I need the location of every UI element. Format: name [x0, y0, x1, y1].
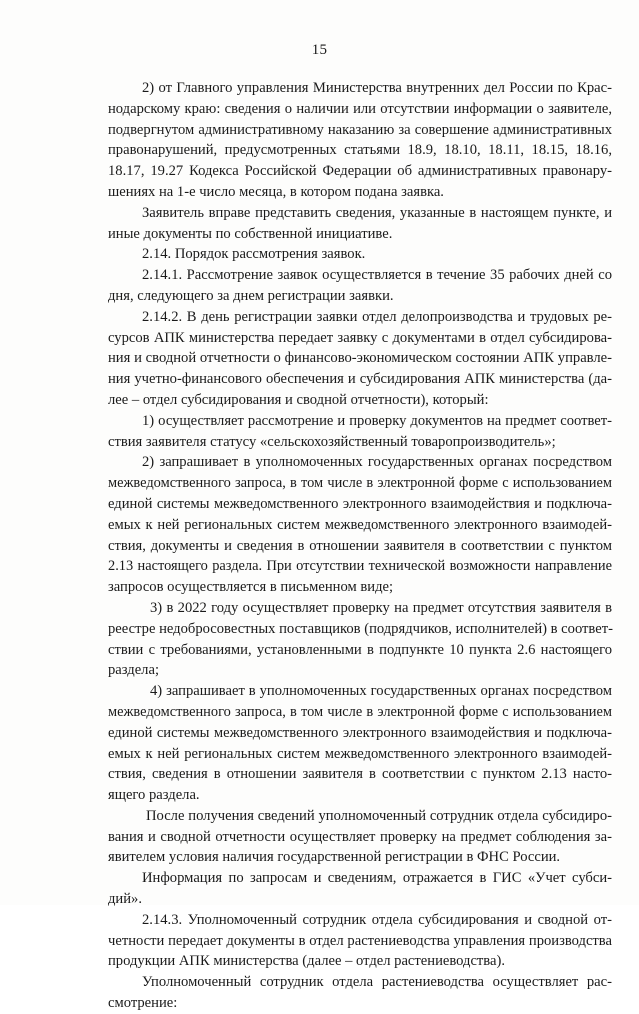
document-body	[108, 78, 612, 1014]
text-line: иные документы по собственной инициативе.	[108, 225, 393, 242]
page-number: 15	[311, 42, 328, 58]
text-line: межведомственного запроса, в том числе в электронной форме с использованием	[108, 475, 612, 492]
text-line: ствия, сведения в отношении заявителя в соответствии с пунктом 2.13 насто-	[108, 766, 612, 783]
text-line: правонарушений, предусмотренных статьями 18.9, 18.10, 18.11, 18.15, 18.16,	[108, 142, 612, 159]
text-line: запросов осуществляется в письменном виде;	[108, 579, 394, 596]
text-line: межведомственного запроса, в том числе в электронной форме с использованием	[108, 703, 612, 720]
text-line: 4) запрашивает в уполномоченных государственных органах посредством	[150, 683, 612, 700]
text-line: подвергнутом административному наказанию за совершение административных	[108, 121, 612, 138]
text-line: лее – отдел субсидирования и сводной отчетности), который:	[108, 391, 489, 408]
text-line: Уполномоченный сотрудник отдела растениеводства осуществляет рас-	[142, 974, 612, 991]
text-line: раздела;	[108, 662, 159, 679]
text-line: четности передает документы в отдел растениеводства управления производства	[108, 932, 612, 949]
text-line: ящего раздела.	[108, 787, 200, 804]
text-line: После получения сведений уполномоченный сотрудник отдела субсидиро-	[146, 807, 612, 824]
text-line: ствия, документы и сведения в отношении заявителя в соответствии с пунктом	[108, 537, 612, 554]
text-line: дий».	[108, 891, 142, 908]
text-line: вания и сводной отчетности осуществляет проверку на предмет соблюдения за-	[108, 828, 612, 845]
text-line: 18.17, 19.27 Кодекса Российской Федерации об административных правонару-	[108, 163, 612, 180]
text-line: ния и сводной отчетности о финансово-экономическом состоянии АПК управле-	[108, 350, 612, 367]
text-line: ствии с требованиями, установленными в подпункте 10 пункта 2.6 настоящего	[108, 641, 612, 658]
text-line: емых к ней региональных систем межведомственного электронного взаимодей-	[108, 516, 612, 533]
text-line: Заявитель вправе представить сведения, указанные в настоящем пункте, и	[142, 204, 612, 221]
text-line: 2) от Главного управления Министерства внутренних дел России по Крас-	[142, 80, 612, 96]
text-line: реестре недобросовестных поставщиков (подрядчиков, исполнителей) в соответ-	[108, 620, 613, 637]
text-line: единой системы межведомственного электронного взаимодействия и подключа-	[108, 724, 612, 741]
text-line: 2) запрашивает в уполномоченных государственных органах посредством	[142, 454, 612, 471]
text-line: 2.14. Порядок рассмотрения заявок.	[142, 246, 366, 263]
text-line: 2.14.2. В день регистрации заявки отдел делопроизводства и трудовых ре-	[142, 308, 612, 325]
text-line: единой системы межведомственного электронного взаимодействия и подключа-	[108, 495, 612, 512]
text-line: 2.14.1. Рассмотрение заявок осуществляется в течение 35 рабочих дней со	[142, 267, 612, 284]
text-line: смотрение:	[108, 995, 178, 1012]
text-line: 2.14.3. Уполномоченный сотрудник отдела субсидирования и сводной от-	[142, 911, 612, 928]
text-line: ния учетно-финансового обеспечения и субсидирования АПК министерства (да-	[108, 371, 612, 388]
text-line: продукции АПК министерства (далее – отдел растениеводства).	[108, 953, 505, 970]
text-line: сурсов АПК министерства передает заявку с документами в отдел субсидирова-	[108, 329, 612, 346]
text-line: шениях на 1-е число месяца, в котором подана заявка.	[108, 183, 444, 200]
text-line: емых к ней региональных систем межведомственного электронного взаимодей-	[108, 745, 612, 762]
text-line: дня, следующего за днем регистрации заявки.	[108, 287, 394, 304]
text-line: 2.13 настоящего раздела. При отсутствии технической возможности направление	[108, 558, 612, 575]
text-line: нодарскому краю: сведения о наличии или отсутствии информации о заявителе,	[108, 100, 612, 117]
text-line: явителем условия наличия государственной регистрации в ФНС России.	[108, 849, 561, 866]
text-line: 1) осуществляет рассмотрение и проверку документов на предмет соответ-	[142, 412, 612, 429]
text-line: 3) в 2022 году осуществляет проверку на предмет отсутствия заявителя в	[150, 599, 612, 616]
text-line: Информация по запросам и сведениям, отражается в ГИС «Учет субси-	[142, 870, 612, 887]
text-line: ствия заявителя статусу «сельскохозяйственный товаропроизводитель»;	[108, 433, 556, 450]
